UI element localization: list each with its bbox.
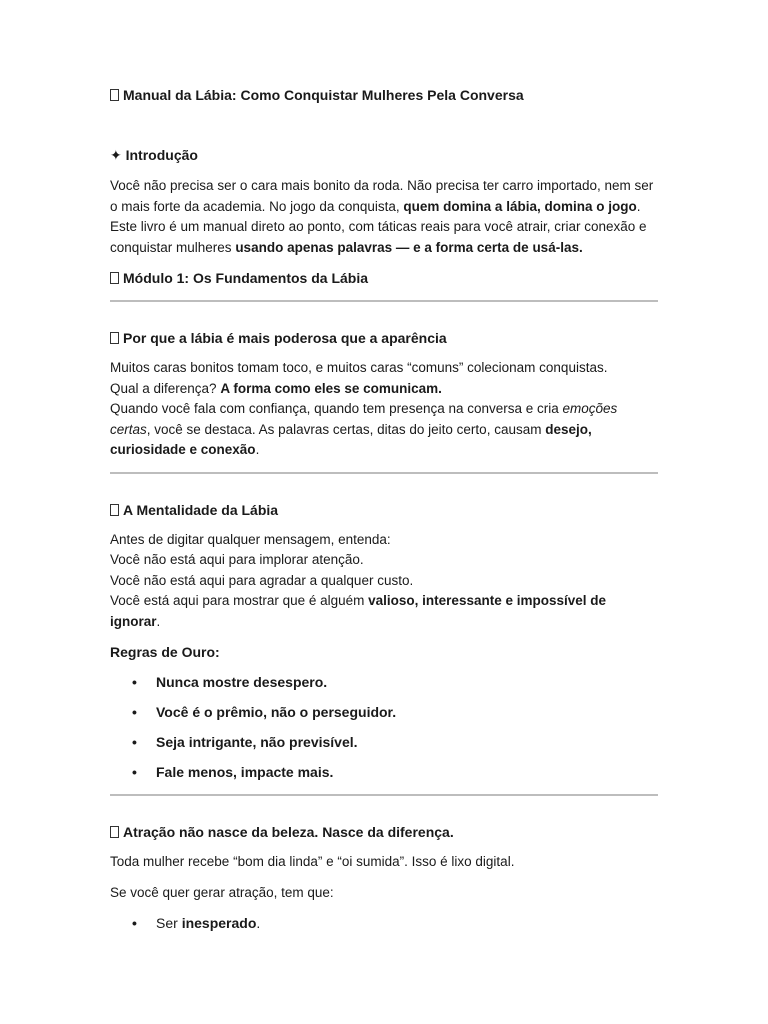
- section2-line-4-bold: valioso, interessante e impossível de ignorar: [110, 593, 607, 629]
- section1-line-3-italic: emoções certas: [110, 401, 618, 437]
- section3-paragraph-1: Toda mulher recebe “bom dia linda” e “oi sumida”. Isso é lixo digital.: [110, 854, 515, 869]
- missing-glyph-icon: [110, 826, 119, 838]
- intro-paragraph: [110, 176, 658, 258]
- missing-glyph-icon: [110, 332, 119, 344]
- section1-line-3-bold: desejo, curiosidade e conexão: [110, 421, 592, 457]
- missing-glyph-icon: [110, 272, 119, 284]
- section1-line-2-bold: A forma como eles se comunicam.: [220, 380, 442, 396]
- section3-heading: [110, 822, 658, 842]
- section2-line-2: Você não está aqui para implorar atenção.: [110, 552, 364, 567]
- list-item-end: .: [256, 915, 261, 931]
- section3-heading-text: Atração não nasce da beleza. Nasce da diferença.: [123, 824, 454, 840]
- section1-paragraph: [110, 358, 658, 461]
- module1-heading-text: Módulo 1: Os Fundamentos da Lábia: [123, 270, 369, 286]
- section1-line-1: Muitos caras bonitos tomam toco, e muitos caras “comuns” colecionam conquistas.: [110, 360, 608, 375]
- section2-line-3: Você não está aqui para agradar a qualquer custo.: [110, 572, 414, 588]
- missing-glyph-icon: [110, 89, 119, 101]
- section2-line-1: Antes de digitar qualquer mensagem, entenda:: [110, 531, 391, 547]
- section1-heading: [110, 328, 658, 348]
- section2-heading: [110, 500, 658, 520]
- section2-heading-text: A Mentalidade da Lábia: [123, 501, 279, 518]
- divider: [110, 794, 658, 796]
- section3-paragraph-2: Se você quer gerar atração, tem que:: [110, 884, 334, 900]
- list-item: • Você é o prêmio, não o perseguidor.: [110, 702, 658, 722]
- intro-text-1: Você não precisa ser o cara mais bonito da roda. Não precisa ter carro importado, nem ser o mais forte da academia. No jogo da conquista,: [110, 178, 654, 214]
- section1-heading-text: Por que a lábia é mais poderosa que a aparência: [123, 330, 447, 346]
- section2-paragraph: [110, 530, 658, 633]
- intro-bold-1: quem domina a lábia, domina o jogo: [403, 198, 637, 214]
- divider: [110, 300, 658, 302]
- list-item-text: Ser: [156, 915, 182, 931]
- section1-line-3: Quando você fala com confiança, quando tem presença na conversa e cria: [110, 401, 563, 416]
- rules-list: [110, 672, 658, 782]
- divider: [110, 472, 658, 474]
- missing-glyph-icon: [110, 504, 119, 516]
- list-item-bold: inesperado: [181, 915, 257, 931]
- rules-heading: Regras de Ouro:: [110, 644, 220, 660]
- attraction-list: [110, 913, 658, 933]
- intro-bold-2: usando apenas palavras — e a forma certa de usá-las.: [235, 239, 583, 255]
- intro-heading: ✦ Introdução: [110, 147, 198, 163]
- section1-line-3b: , você se destaca. As palavras certas, ditas do jeito certo, causam: [146, 421, 546, 437]
- list-item: [110, 913, 658, 933]
- title-text: Manual da Lábia: Como Conquistar Mulheres Pela Conversa: [123, 87, 524, 103]
- list-item: • Nunca mostre desespero.: [110, 672, 658, 692]
- section2-line-4: Você está aqui para mostrar que é alguém: [110, 593, 369, 608]
- document-title: [110, 85, 658, 105]
- list-item: • Fale menos, impacte mais.: [110, 762, 658, 782]
- section2-line-4-end: .: [156, 613, 161, 629]
- intro-text-2: . Este livro é um manual direto ao ponto, com táticas reais para você atrair, criar conexão e conquistar mulheres: [110, 198, 647, 255]
- section1-line-2: Qual a diferença?: [110, 380, 221, 396]
- list-item: • Seja intrigante, não previsível.: [110, 732, 658, 752]
- document-content: [110, 85, 658, 933]
- module1-heading: [110, 268, 658, 288]
- section1-line-3-end: .: [255, 442, 260, 457]
